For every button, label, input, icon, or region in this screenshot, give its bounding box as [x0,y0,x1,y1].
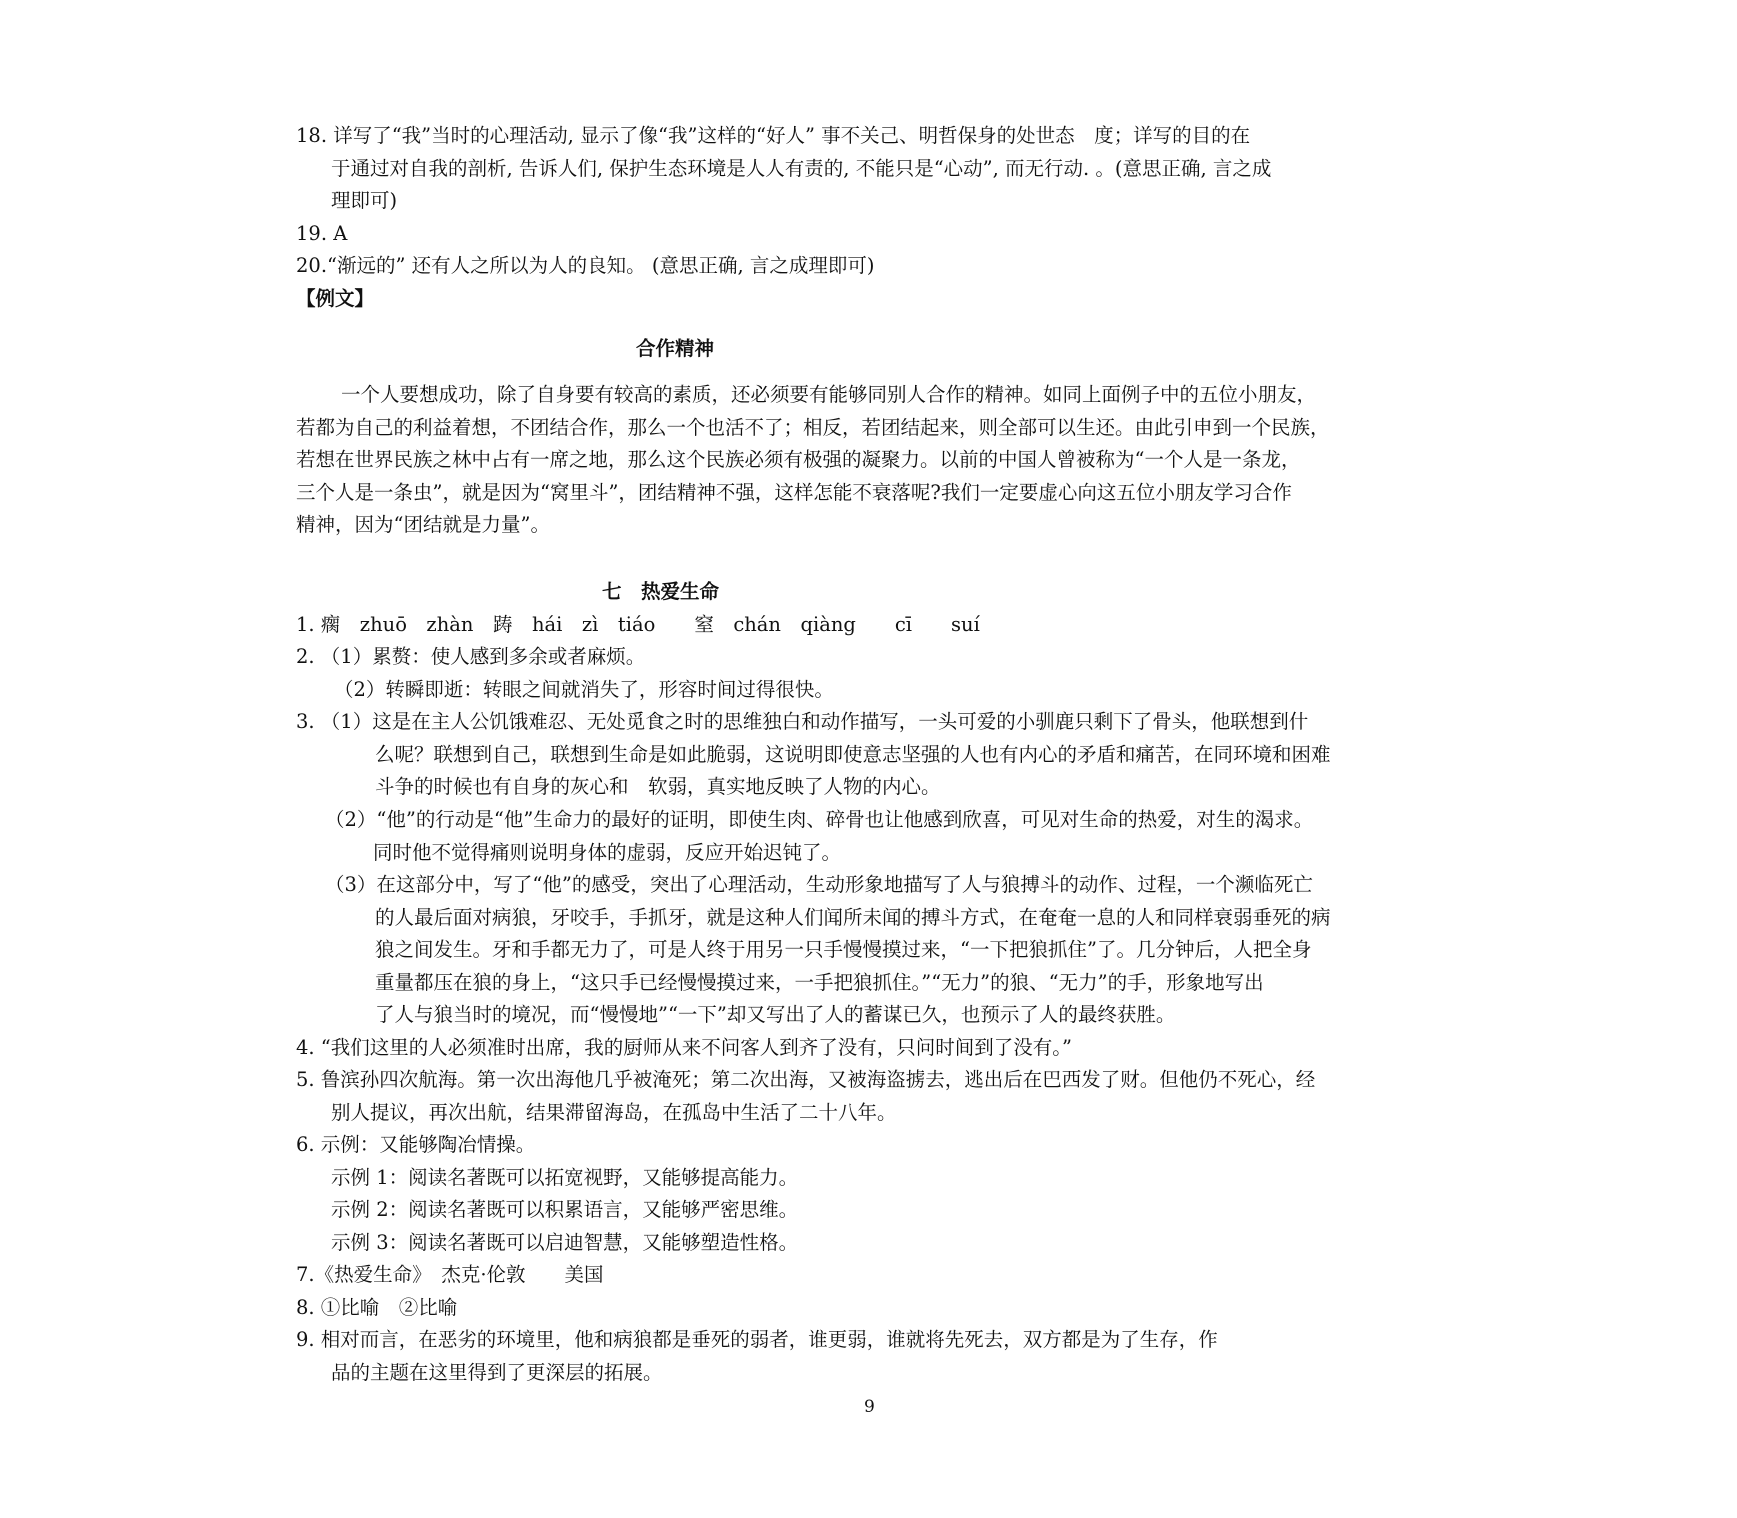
answer-6-example-1: 示例 1：阅读名著既可以拓宽视野，又能够提高能力。 [331,1166,799,1189]
answer-2-2: （2）转瞬即逝：转眼之间就消失了，形容时间过得很快。 [334,678,834,701]
essay-line-3: 若想在世界民族之林中占有一席之地，那么这个民族必须有极强的凝聚力。以前的中国人曾被称为“一个人是一条龙， [296,448,1301,471]
answer-3-3-line-3: 狼之间发生。牙和手都无力了，可是人终于用另一只手慢慢摸过来，“一下把狼抓住”了。几分钟后，人把全身 [375,938,1312,961]
answer-20: 20.“渐远的” 还有人之所以为人的良知。 (意思正确, 言之成理即可) [296,254,875,277]
answer-3-2-line-2: 同时他不觉得痛则说明身体的虚弱，反应开始迟钝了。 [373,841,842,864]
answer-4: 4. “我们这里的人必须准时出席，我的厨师从来不问客人到齐了没有，只问时间到了没有。” [296,1036,1072,1059]
answer-18-line-1: 18. 详写了“我”当时的心理活动, 显示了像“我”这样的“好人” 事不关己、明哲保身的处世态 度；详写的目的在 [296,124,1251,147]
essay-line-1: 一个人要想成功，除了自身要有较高的素质，还必须要有能够同别人合作的精神。如同上面例子中的五位小朋友， [341,383,1317,406]
example-essay-label: 【例文】 [296,287,375,310]
answer-3-1-line-2: 么呢？联想到自己，联想到生命是如此脆弱，这说明即使意志坚强的人也有内心的矛盾和痛苦，在同环境和困难 [375,743,1331,766]
answer-3-3-line-2: 的人最后面对病狼，牙咬手，手抓牙，就是这种人们闻所未闻的搏斗方式，在奄奄一息的人和同样衰弱垂死的病 [375,906,1331,929]
answer-9-line-1: 9. 相对而言，在恶劣的环境里，他和病狼都是垂死的弱者，谁更弱，谁就将先死去，双方都是为了生存，作 [296,1328,1218,1351]
answer-5-line-1: 5. 鲁滨孙四次航海。第一次出海他几乎被淹死；第二次出海，又被海盗掳去，逃出后在巴西发了财。但他仍不死心，经 [296,1068,1316,1091]
answer-3-2-line-1: （2）“他”的行动是“他”生命力的最好的证明，即使生肉、碎骨也让他感到欣喜，可见对生命的热爱，对生的渴求。 [325,808,1314,831]
essay-line-2: 若都为自己的利益着想，不团结合作，那么一个也活不了；相反，若团结起来，则全部可以生还。由此引申到一个民族， [296,416,1330,439]
answer-6-example-2: 示例 2：阅读名著既可以积累语言，又能够严密思维。 [331,1198,799,1221]
answer-3-3-line-5: 了人与狼当时的境况，而“慢慢地”“一下”却又写出了人的蓄谋已久，也预示了人的最终获胜。 [375,1003,1176,1026]
answer-5-line-2: 别人提议，再次出航，结果滞留海岛，在孤岛中生活了二十八年。 [331,1101,897,1124]
answer-7: 7.《热爱生命》 杰克·伦敦 美国 [296,1263,604,1286]
answer-6: 6. 示例：又能够陶冶情操。 [296,1133,536,1156]
answer-3-3-line-4: 重量都压在狼的身上，“这只手已经慢慢摸过来，一手把狼抓住。”“无力”的狼、“无力”的手，形象地写出 [375,971,1264,994]
answer-6-example-3: 示例 3：阅读名著既可以启迪智慧，又能够塑造性格。 [331,1231,799,1254]
answer-1: 1. 瘸 zhuō zhàn 踌 hái zì tiáo 窒 chán qiàng cī suí [296,613,980,636]
answer-19: 19. A [296,222,348,245]
essay-title: 合作精神 [636,337,715,360]
answer-8: 8. ①比喻 ②比喻 [296,1296,458,1319]
essay-line-5: 精神，因为“团结就是力量”。 [296,513,550,536]
answer-2-1: 2. （1）累赘：使人感到多余或者麻烦。 [296,645,646,668]
answer-3-3-line-1: （3）在这部分中，写了“他”的感受，突出了心理活动，生动形象地描写了人与狼搏斗的动作、过程，一个濒临死亡 [325,873,1313,896]
essay-line-4: 三个人是一条虫”，就是因为“窝里斗”，团结精神不强，这样怎能不衰落呢?我们一定要虚心向这五位小朋友学习合作 [296,481,1292,504]
page-number: 9 [864,1397,875,1417]
section-title: 七 热爱生命 [602,580,720,603]
answer-3-1-line-3: 斗争的时候也有自身的灰心和 软弱，真实地反映了人物的内心。 [375,775,941,798]
answer-18-line-3: 理即可) [331,189,398,212]
answer-9-line-2: 品的主题在这里得到了更深层的拓展。 [331,1361,663,1384]
answer-3-1-line-1: 3. （1）这是在主人公饥饿难忍、无处觅食之时的思维独白和动作描写，一头可爱的小驯鹿只剩下了骨头，他联想到什 [296,710,1309,733]
answer-18-line-2: 于通过对自我的剖析, 告诉人们, 保护生态环境是人人有责的, 不能只是“心动”, 而无行动. 。(意思正确, 言之成 [331,157,1272,180]
